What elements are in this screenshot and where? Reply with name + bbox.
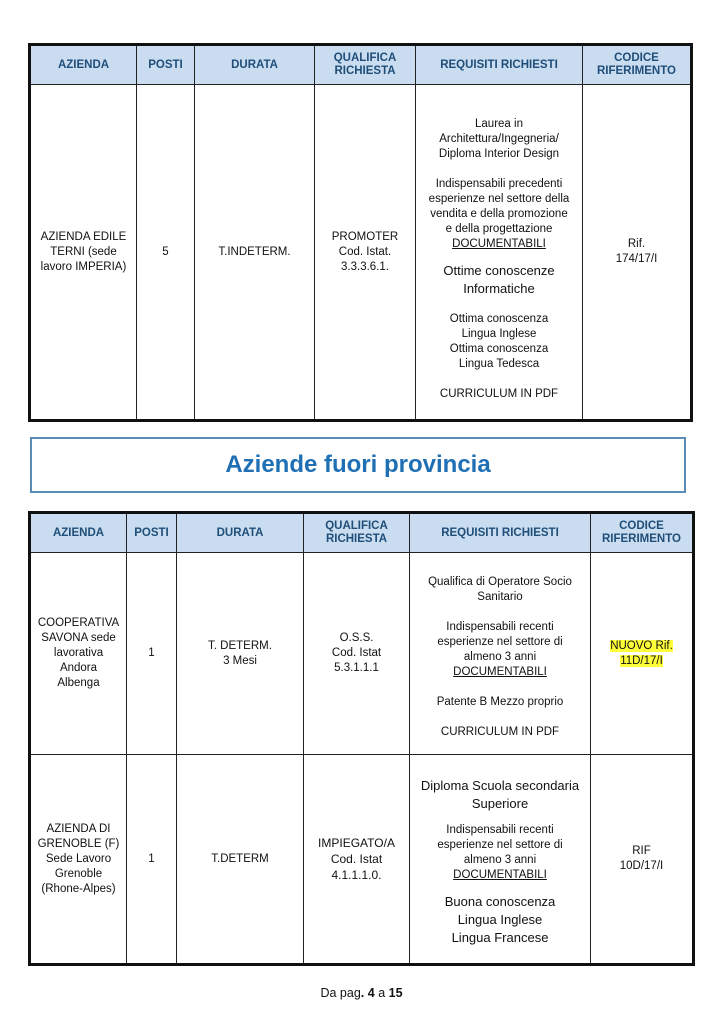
header-durata: DURATA [195, 45, 315, 85]
cell-azienda: AZIENDA EDILE TERNI (sede lavoro IMPERIA) [30, 85, 137, 421]
new-ref-highlight: NUOVO Rif. 11D/17/I [610, 639, 673, 667]
cell-durata: T. DETERM. 3 Mesi [177, 553, 304, 755]
documentabili-label: DOCUMENTABILI [453, 666, 547, 678]
current-page: 4 [367, 986, 375, 1000]
header-requisiti: REQUISITI RICHIESTI [416, 45, 583, 85]
cell-durata: T.INDETERM. [195, 85, 315, 421]
cell-posti: 5 [137, 85, 195, 421]
header-posti: POSTI [137, 45, 195, 85]
table-header-row [30, 513, 694, 553]
header-codice: CODICE RIFERIMENTO [583, 45, 692, 85]
header-requisiti: REQUISITI RICHIESTI [410, 513, 591, 553]
cell-codice: Rif. 174/17/I [583, 85, 692, 421]
documentabili-label: DOCUMENTABILI [452, 237, 546, 250]
header-azienda: AZIENDA [30, 513, 127, 553]
cell-durata: T.DETERM [177, 755, 304, 965]
cell-requisiti: Diploma Scuola secondaria Superiore Indispensabili recenti esperienze nel settore di almeno 3 anni DOCUMENTABILI Buona conoscenza Lingua Inglese Lingua Francese [410, 755, 591, 965]
table-row [30, 553, 694, 755]
cell-codice: RIF 10D/17/I [591, 755, 694, 965]
total-pages: 15 [388, 986, 403, 1000]
header-qualifica: QUALIFICA RICHIESTA [304, 513, 410, 553]
section-title: Aziende fuori provincia [225, 451, 491, 478]
cell-qualifica: IMPIEGATO/A Cod. Istat 4.1.1.1.0. [304, 755, 410, 965]
header-azienda: AZIENDA [30, 45, 137, 85]
cell-qualifica: O.S.S. Cod. Istat 5.3.1.1.1 [304, 553, 410, 755]
table-row [30, 85, 692, 421]
cell-qualifica: PROMOTER Cod. Istat. 3.3.3.6.1. [315, 85, 416, 421]
page-footer: Da pag. 4 a 15 [320, 986, 403, 1000]
section-title-box [30, 437, 686, 493]
job-table-fuori-provincia [28, 511, 695, 966]
cell-requisiti: Qualifica di Operatore Socio Sanitario Indispensabili recenti esperienze nel settore di almeno 3 anni DOCUMENTABILI Patente B Mezzo proprio CURRICULUM IN PDF [410, 553, 591, 755]
cell-azienda: AZIENDA DI GRENOBLE (F) Sede Lavoro Grenoble (Rhone-Alpes) [30, 755, 127, 965]
table-header-row [30, 45, 692, 85]
header-posti: POSTI [127, 513, 177, 553]
header-codice: CODICE RIFERIMENTO [591, 513, 694, 553]
table-row [30, 755, 694, 965]
header-qualifica: QUALIFICA RICHIESTA [315, 45, 416, 85]
cell-posti: 1 [127, 755, 177, 965]
cell-posti: 1 [127, 553, 177, 755]
header-durata: DURATA [177, 513, 304, 553]
documentabili-label: DOCUMENTABILI [453, 869, 547, 881]
cell-requisiti: Laurea in Architettura/Ingegneria/ Diploma Interior Design Indispensabili precedenti esperienze nel settore della vendita e della promozione e della progettazione DOCUMENTABILI Ottime conoscenze Informatiche Ottima conoscenza Lingua Inglese Ottima conoscenza Lingua Tedesca CURRICULUM IN PDF [416, 85, 583, 421]
cell-azienda: COOPERATIVA SAVONA sede lavorativa Andora Albenga [30, 553, 127, 755]
cell-codice [591, 553, 694, 755]
job-table-imperia [28, 43, 693, 422]
